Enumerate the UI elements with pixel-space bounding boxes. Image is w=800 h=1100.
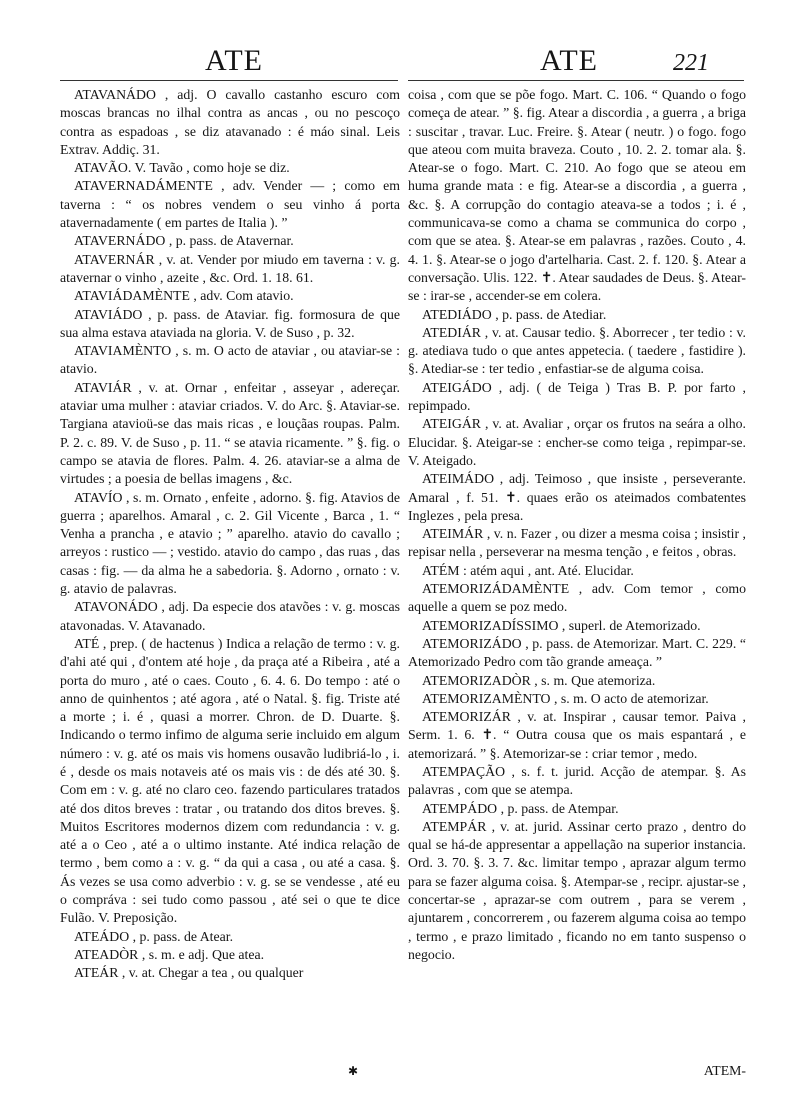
right-column <box>408 86 746 964</box>
entry-atavanado: ATAVANÁDO , adj. O cavallo castanho escuro com moscas brancas no ilhal contra as ancas , ou no pescoço contra as espadoas , se diz atavanado : é máo sinal. Leis Extrav. Addiç. 31. <box>60 87 400 157</box>
entry-ateado: ATEÁDO , p. pass. de Atear. <box>74 928 234 944</box>
entry-ataviadamente: ATAVIÁDAMÈNTE , adv. Com atavio. <box>74 288 294 304</box>
entry-atemorizamento: ATEMORIZAMÈNTO , s. m. O acto de atemorizar. <box>422 690 709 706</box>
entry-atavernado: ATAVERNÁDO , p. pass. de Atavernar. <box>74 233 294 249</box>
entry-ateador: ATEADÒR , s. m. e adj. Que atea. <box>74 946 265 962</box>
left-column <box>60 86 400 983</box>
entry-atemorizador: ATEMORIZADÒR , s. m. Que atemoriza. <box>422 672 656 688</box>
entry-ataviamento: ATAVIAMÈNTO , s. m. O acto de ataviar , ou ataviar-se : atavio. <box>60 343 400 377</box>
header-rule-left <box>60 80 398 81</box>
entry-ateigado: ATEIGÁDO , adj. ( de Teiga ) Tras B. P. por farto , repimpado. <box>408 379 746 414</box>
right-running-title: ATE <box>540 44 598 77</box>
entry-atavio: ATAVÍO , s. m. Ornato , enfeite , adorno. §. fig. Atavios de guerra ; aparelhos. Amaral , c. 2. Gil Vicente , Barca , 1. “ Venha a prancha , e atavio ; ” aparelho. atavio do cavallo ; arreyos : rustico — ; vestido. atavio do campo , das ruas , das casas : fig. — da alma he a sabedoria. §. Adorno , ornato : v. g. atavio de palavras. <box>60 489 400 597</box>
entry-atavernadamente: ATAVERNADÁMENTE , adv. Vender — ; como em taverna : “ os nobres vendem o seu vinho á porta atavernadamente ( em partes de Italia ). ” <box>60 178 400 231</box>
page-footer <box>408 1063 746 1100</box>
entry-atediar: ATEDIÁR , v. at. Causar tedio. §. Aborrecer , ter tedio : v. g. atediava tudo o que antes appetecia. ( taedere , fastidire ). §. Atediar-se : ter tedio , enfastiar-se de alguma coisa. <box>408 324 746 377</box>
header-rule-right <box>408 80 744 81</box>
entry-atear-continued: coisa , com que se põe fogo. Mart. C. 106. “ Quando o fogo começa de atear. ” §. fig. Atear a discordia , a guerra , a briga : suscitar , travar. Luc. Freire. §. Atear ( neutr. ) o fogo. fogo que ateou com muita braveza. Couto , 10. 2. 2. tomar ala. §. Atear-se o fogo. Mart. C. 210. Ao fogo que se ateou em huma grande mata : e fig. Atear-se a discordia , a guerra , &c. §. A corrupção do contagio ateava-se a todos ; i. é , communicava-se como a chama se communica do corpo , com que se atea. §. Atear-se em palavras , razões. Couto , 4. 4. 1. §. Atear-se o jogo d'artelharia. Cast. 2. f. 120. §. Atear a conversação. Ulis. 122. ✝. Atear saudades de Deus. §. Atear-se : irar-se , accender-se em colera. <box>408 87 746 304</box>
entry-atempar: ATEMPÁR , v. at. jurid. Assinar certo prazo , dentro do qual se há-de appresentar a appellação na superior instancia. Ord. 3. 70. §. 3. 7. &c. limitar tempo , aprazar algum termo para se fazer alguma coisa. §. Atempar-se , recipr. ajustar-se , concertar-se , aprazar-se com outrem , para se verem , ajuntarem , concorrerem , ou fazerem alguma coisa ao tempo , termo , e prazo limitado , ficando no em tanto suspenso o negocio. <box>408 818 746 962</box>
running-header <box>0 44 800 84</box>
entry-atemorizadamente: ATEMORIZÁDAMÈNTE , adv. Com temor , como aquelle a quem se poz medo. <box>408 581 746 615</box>
page-number: 221 <box>673 50 709 76</box>
entry-atemorizar: ATEMORIZÁR , v. at. Inspirar , causar temor. Paiva , Serm. 1. 6. ✝. “ Outra cousa que os mais espantará , e atemorizará. ” §. Atemorizar-se : criar temor , medo. <box>408 709 746 761</box>
entry-atempado: ATEMPÁDO , p. pass. de Atempar. <box>422 800 619 816</box>
entry-atemorizado: ATEMORIZÁDO , p. pass. de Atemorizar. Mart. C. 229. “ Atemorizado Pedro com tão grande ameaça. ” <box>408 635 746 670</box>
entry-ateimado: ATEIMÁDO , adj. Teimoso , que insiste , perseverante. Amaral , f. 51. ✝. quaes erão os ateimados combatentes Inglezes , pela presa. <box>408 471 746 523</box>
entry-atemorizadissimo: ATEMORIZADÍSSIMO , superl. de Atemorizado. <box>422 617 701 633</box>
left-running-title: ATE <box>205 44 263 77</box>
entry-atavao: ATAVÃO. V. Tavão , como hoje se diz. <box>74 160 290 176</box>
entry-ataviar: ATAVIÁR , v. at. Ornar , enfeitar , asseyar , adereçar. ataviar uma mulher : ataviar criados. V. do Arc. §. Ataviar-se. Targiana atavioü-se das mais ricas , e louçãas roupas. Palm. P. 2. c. 89. V. de Suso , p. 11. “ se atavia ricamente. ” §. fig. o campo se atavia de flores. Palm. 4. 26. ataviar-se a alma de virtudes ; a poesia de bellas imagens , &c. <box>60 379 400 487</box>
entry-atediado: ATEDIÁDO , p. pass. de Atediar. <box>422 306 607 322</box>
catchword: ATEM- <box>703 1063 746 1078</box>
entry-ataviado: ATAVIÁDO , p. pass. de Ataviar. fig. formosura de que sua alma estava ataviada na gloria. V. de Suso , p. 32. <box>60 306 400 340</box>
entry-ate: ATÉ , prep. ( de hactenus ) Indica a relação de termo : v. g. d'ahi até qui , d'ontem até hoje , da praça até a Ribeira , até a porta do muro , até o caes. Couto , 6. 4. 6. Do tempo : até o anno de quinhentos ; até agora , até o Natal. §. fig. Triste até a morte ; i. é , quasi a morrer. Chron. de D. Duarte. §. Indicando o termo infimo de alguma serie incluido em algum número : v. g. até os mais vis homens ousavão ludibriá-lo , i. é , desde os mais notaveis até os mais vis : de dés até 30. §. Com em : v. g. até no claro ceo. fazendo particulares tratados até dos ditos breves : tratar , ou tratando dos ditos breves. §. Muitos Escritores modernos dizem com redundancia : v. g. até a o Ceo , até a o ultimo instante. Até indica relação de termo , bem como a : v. g. “ da qui a casa , ou até a casa. §. Ás vezes se usa como adverbio : v. g. se se vendesse , até eu o compráva : sei tudo como passou , até sei o que te dice Fulão. V. Preposição. <box>60 635 400 926</box>
entry-atavonado: ATAVONÁDO , adj. Da especie dos atavões : v. g. moscas atavonadas. V. Atavanado. <box>60 599 400 633</box>
entry-ateigar: ATEIGÁR , v. at. Avaliar , orçar os frutos na seára a olho. Elucidar. §. Ateigar-se : encher-se como teiga , repimpar-se. V. Ateigado. <box>408 416 746 468</box>
entry-atavernar: ATAVERNÁR , v. at. Vender por miudo em taverna : v. g. atavernar o vinho , azeite , &c. Ord. 1. 18. 61. <box>60 251 400 285</box>
printer-mark-icon: ✱ <box>348 1064 359 1078</box>
entry-atempacao: ATEMPAÇÃO , s. f. t. jurid. Acção de atempar. §. As palavras , com que se atempa. <box>408 763 746 798</box>
entry-atear: ATEÁR , v. at. Chegar a tea , ou qualquer <box>74 965 304 981</box>
entry-atem: ATÉM : atém aqui , ant. Até. Elucidar. <box>422 562 634 578</box>
entry-ateimar: ATEIMÁR , v. n. Fazer , ou dizer a mesma coisa ; insistir , repisar nella , perseverar na mesma tenção , e feitos , obras. <box>408 526 746 560</box>
